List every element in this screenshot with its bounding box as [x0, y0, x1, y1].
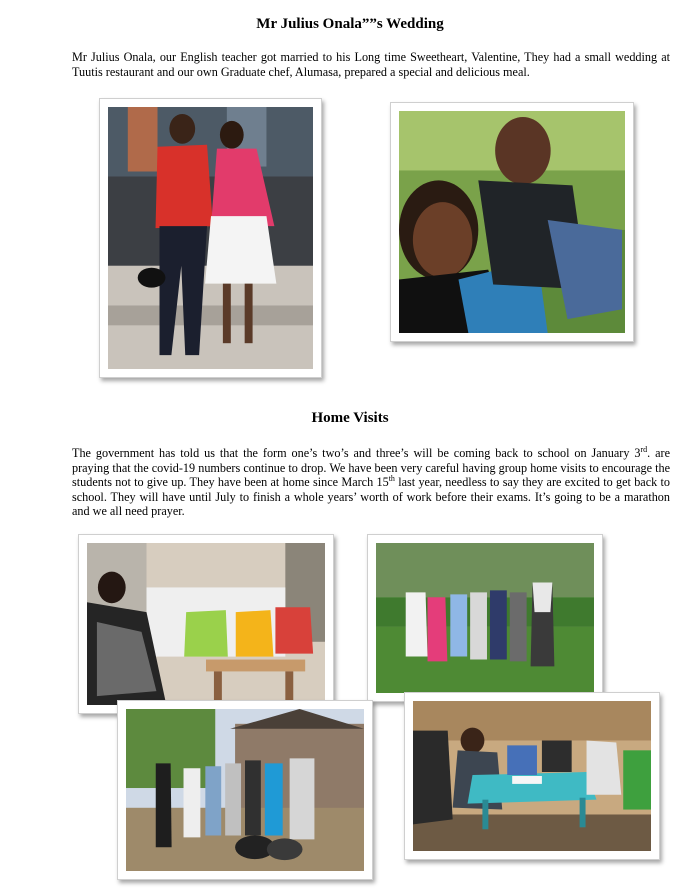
- wedding-title: Mr Julius Onala””s Wedding: [256, 16, 444, 32]
- home-visit-group-outdoor-photo: [367, 534, 603, 702]
- wedding-couple-standing-photo: [99, 98, 322, 378]
- home-visit-students-table-photo: [404, 692, 660, 860]
- home-visits-paragraph: The government has told us that the form one’s two’s and three’s will be coming back to school on January 3rd. are praying that the covid-19 numbers continue to drop. We have been very careful having group home visits to encourage the students not to give up. They have been at home since March 15th last year, needless to say they are excited to get back to school. They will have until July to finish a whole years’ worth of work before their exams. It’s going to be a marathon and we all need prayer.: [72, 444, 671, 519]
- home-visits-title: Home Visits: [311, 410, 389, 426]
- home-visit-group-by-house-photo: [117, 700, 373, 880]
- wedding-selfie-photo: [390, 102, 634, 342]
- home-visit-sitting-room-photo: [78, 534, 334, 714]
- wedding-paragraph: Mr Julius Onala, our English teacher got married to his Long time Sweetheart, Valentine, They had a small wedding at Tuutis restaurant and our own Graduate chef, Alumasa, prepared a special and delicious meal.: [72, 50, 670, 79]
